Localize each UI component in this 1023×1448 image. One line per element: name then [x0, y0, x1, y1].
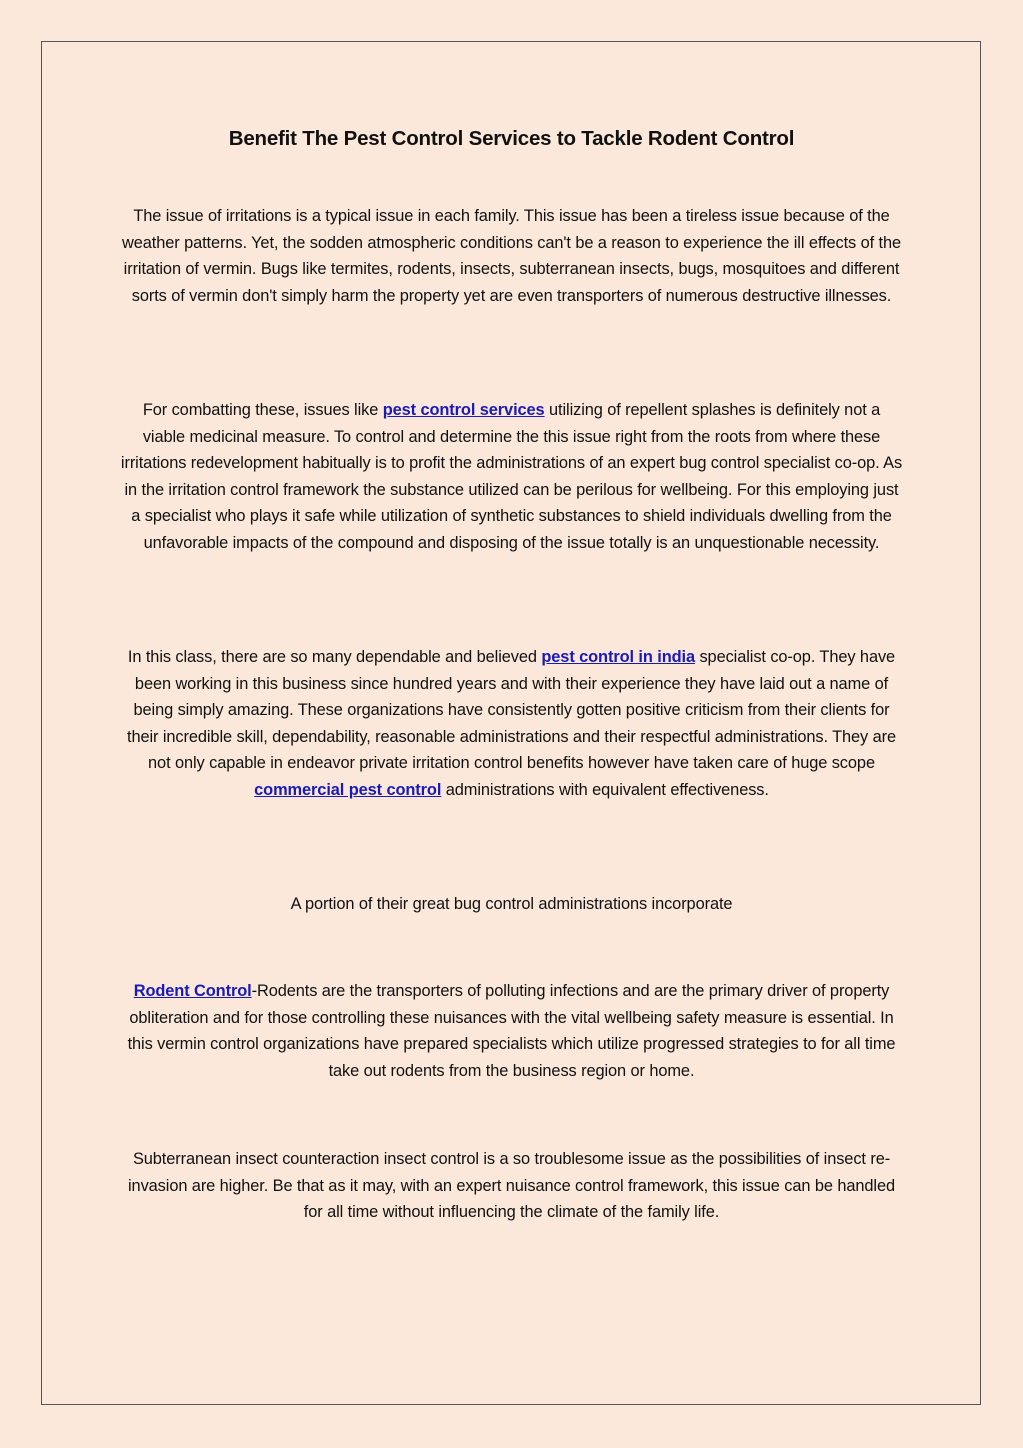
- paragraph-intro: [120, 203, 903, 309]
- paragraph-subterranean-text: Subterranean insect counteraction insect control is a so troublesome issue as the possibilities of insect re-invasion are higher. Be that as it may, with an expert nuisance control framework, this issue can be handled for all time without influencing the climate of the family life.: [128, 1150, 895, 1221]
- paragraph-providers: [120, 644, 903, 803]
- commercial-pest-control-link[interactable]: commercial pest control: [254, 780, 442, 799]
- paragraph-providers-text-middle: specialist co-op. They have been working in this business since hundred years and with their experience they have laid out a name of being simply amazing. These organizations have consistently gotten positive criticism from their clients for their incredible skill, dependability, reasonable administrations and their respectful administrations. They are not only capable in endeavor private irritation control benefits however have taken care of huge scope: [127, 648, 896, 772]
- document-title: Benefit The Pest Control Services to Tackle Rodent Control: [228, 127, 795, 150]
- paragraph-rodent-control: [120, 978, 903, 1084]
- paragraph-combatting-text-after: utilizing of repellent splashes is definitely not a viable medicinal measure. To control and determine the this issue right from the roots from where these irritations redevelopment habitually is to profit the administrations of an expert bug control specialist co-op. As in the irritation control framework the substance utilized can be perilous for wellbeing. For this employing just a specialist who plays it safe while utilization of synthetic substances to shield individuals dwelling from the unfavorable impacts of the compound and disposing of the issue totally is an unquestionable necessity.: [120, 401, 903, 552]
- paragraph-rodent-control-text: -Rodents are the transporters of polluting infections and are the primary driver of property obliteration and for those controlling these nuisances with the vital wellbeing safety measure is essential. In this vermin control organizations have prepared specialists which utilize progressed strategies to for all time take out rodents from the business region or home.: [127, 982, 896, 1080]
- paragraph-subterranean: [120, 1146, 903, 1226]
- pest-control-in-india-link[interactable]: pest control in india: [541, 648, 695, 666]
- paragraph-providers-text-before: In this class, there are so many dependable and believed: [127, 648, 542, 666]
- rodent-control-link[interactable]: Rodent Control: [133, 982, 252, 1000]
- paragraph-intro-text: The issue of irritations is a typical issue in each family. This issue has been a tireless issue because of the weather patterns. Yet, the sodden atmospheric conditions can't be a reason to experience the ill effects of the irritation of vermin. Bugs like termites, rodents, insects, subterranean insects, bugs, mosquitoes and different sorts of vermin don't simply harm the property yet are even transporters of numerous destructive illnesses.: [122, 207, 901, 305]
- pest-control-services-link[interactable]: pest control services: [382, 401, 545, 419]
- paragraph-providers-text-after: administrations with equivalent effectiveness.: [441, 780, 769, 799]
- paragraph-services-intro: [120, 891, 903, 918]
- paragraph-combatting: [120, 397, 903, 556]
- paragraph-services-intro-text: A portion of their great bug control administrations incorporate: [290, 895, 733, 913]
- paragraph-combatting-text-before: For combatting these, issues like: [142, 401, 383, 419]
